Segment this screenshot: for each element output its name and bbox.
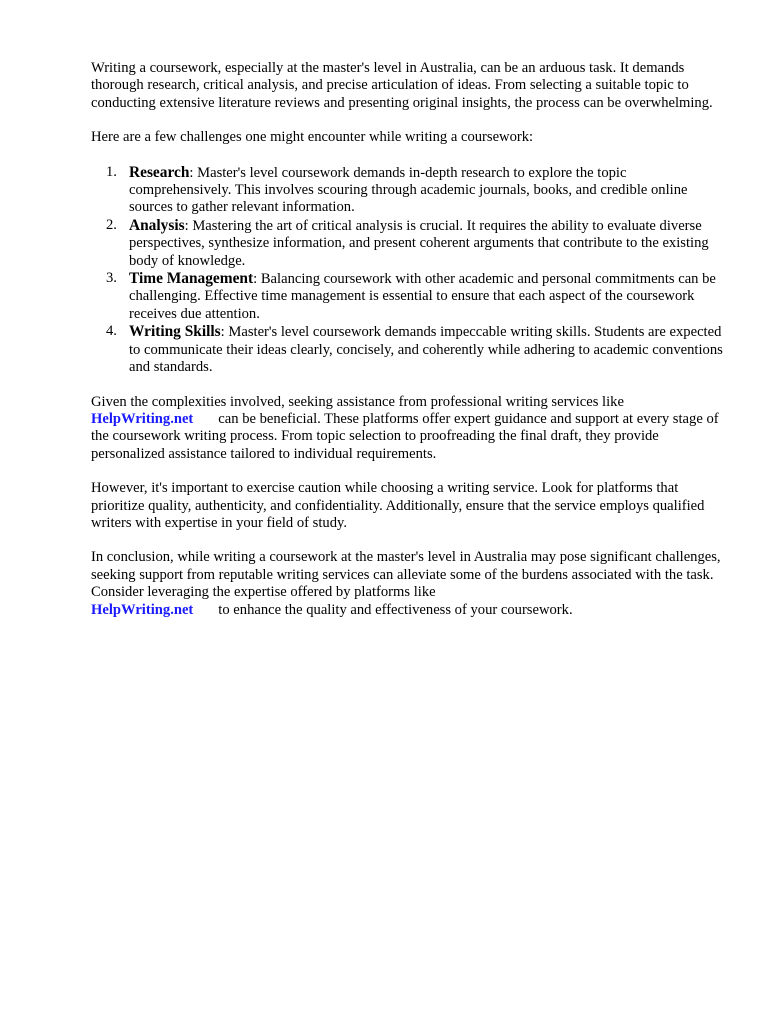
assistance-text-after: can be beneficial. These platforms offer expert guidance and support at every stage of the coursework writing process. From topic selection to proofreading the final draft, they provide personalized assistance tailored to individual requirements. [91,410,719,462]
item-text: Master's level coursework demands impeccable writing skills. Students are expected to communicate their ideas clearly, concisely, and coherently while adhering to academic conventions and standards. [129,324,723,376]
term-separator: : [253,271,258,288]
helpwriting-link[interactable]: HelpWriting.net [91,601,194,618]
term-analysis: Analysis [129,216,185,234]
list-item-writing-skills [106,323,731,376]
list-item-analysis [106,216,731,270]
assistance-text-before: Given the complexities involved, seeking assistance from professional writing services like [91,393,624,410]
conclusion-text-after: to enhance the quality and effectiveness of your coursework. [218,601,573,618]
conclusion-paragraph [91,549,731,619]
term-research: Research [129,163,190,181]
list-number: 2. [106,216,117,233]
term-separator: : [220,324,225,341]
term-separator: : [189,164,194,181]
helpwriting-link[interactable]: HelpWriting.net [91,410,194,427]
caution-paragraph: However, it's important to exercise caution while choosing a writing service. Look for platforms that prioritize quality, authenticity, and confidentiality. Additionally, ensure that the service employs qualified writers with expertise in your field of study. [91,480,705,531]
term-time-management: Time Management [129,270,254,288]
term-writing-skills: Writing Skills [129,323,221,341]
document-page [91,60,731,636]
list-number: 1. [106,163,117,180]
challenges-intro: Here are a few challenges one might encounter while writing a coursework: [91,129,534,146]
intro-paragraph: Writing a coursework, especially at the master's level in Australia, can be an arduous task. It demands thorough research, critical analysis, and precise articulation of ideas. From selecting a suitable topic to conducting extensive literature reviews and presenting original insights, the process can be overwhelming. [91,60,713,111]
assistance-paragraph [91,394,731,464]
item-text: Mastering the art of critical analysis is crucial. It requires the ability to evaluate diverse perspectives, synthesize information, and present coherent arguments that contribute to the existing body of knowledge. [129,217,709,269]
challenges-list [91,164,731,377]
list-number: 4. [106,323,117,340]
item-text: Master's level coursework demands in-depth research to explore the topic comprehensively. This involves scouring through academic journals, books, and credible online sources to gather relevant information. [129,164,688,216]
list-item-research [106,163,731,217]
conclusion-text-before: In conclusion, while writing a coursework at the master's level in Australia may pose significant challenges, seeking support from reputable writing services can alleviate some of the burdens associated with the task. Consider leveraging the expertise offered by platforms like [91,549,721,601]
term-separator: : [184,217,189,234]
list-number: 3. [106,270,117,287]
item-text: Balancing coursework with other academic and personal commitments can be challenging. Effective time management is essential to ensure that each aspect of the coursework receives due attention. [129,271,716,322]
list-item-time-management [106,270,731,323]
